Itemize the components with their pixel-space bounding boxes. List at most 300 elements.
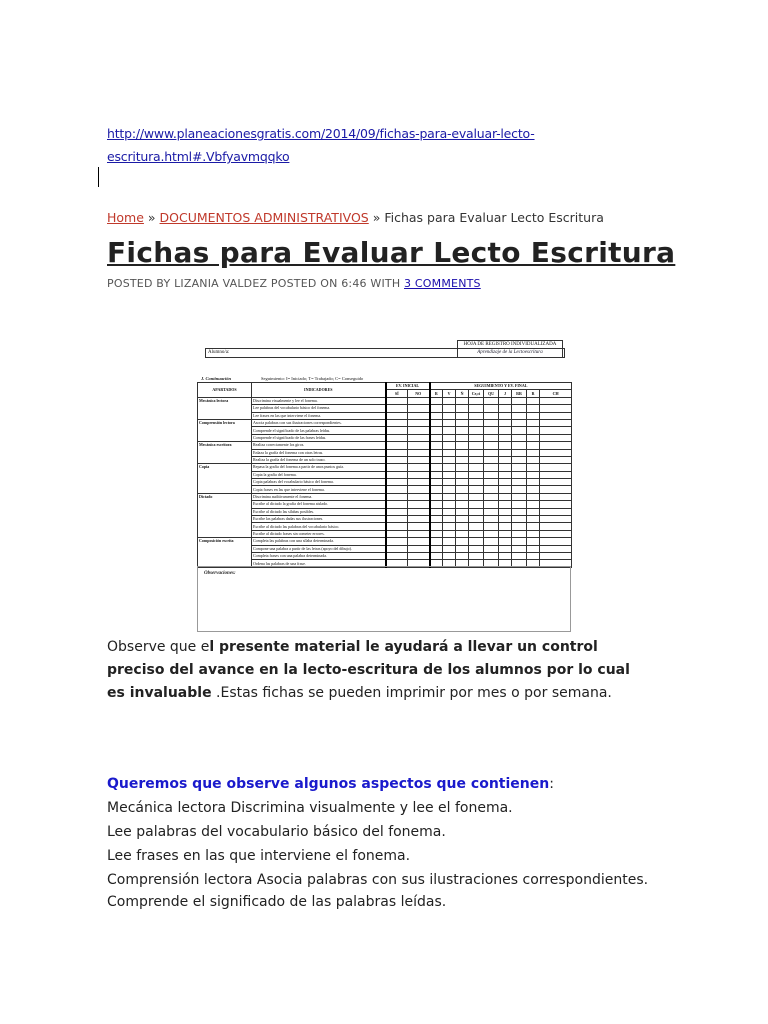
sheet-cell: [484, 434, 499, 441]
sheet-cell: [499, 545, 512, 552]
sheet-cell: [484, 493, 499, 500]
sheet-cell: [499, 405, 512, 412]
sheet-indicator: Realiza la grafía del fonema de un solo trazo.: [252, 456, 386, 463]
sheet-cell: [430, 471, 443, 478]
sheet-cell: [512, 419, 527, 426]
sheet-row: [198, 449, 572, 456]
sheet-cell: [484, 508, 499, 515]
sheet-cell: [408, 419, 430, 426]
sheet-cell: [527, 456, 540, 463]
sheet-cell: [430, 456, 443, 463]
sheet-cell: [540, 419, 572, 426]
sheet-cell: [408, 516, 430, 523]
sheet-section-name: Mecánica lectora: [198, 397, 252, 419]
sheet-cell: [540, 412, 572, 419]
sheet-cell: [469, 508, 484, 515]
sheet-cell: [386, 479, 408, 486]
post-byline: [107, 277, 481, 290]
sheet-indicator: Escribe al dictado frases sin cometer errores.: [252, 530, 386, 537]
sheet-cell: [469, 427, 484, 434]
sheet-section-name: Dictado: [198, 493, 252, 537]
sheet-cell: [408, 471, 430, 478]
sheet-indicator: Enlaza la grafía del fonema con otras letras.: [252, 449, 386, 456]
sheet-cell: [527, 449, 540, 456]
sheet-cell: [512, 508, 527, 515]
sheet-cell: [527, 493, 540, 500]
sheet-cell: [484, 471, 499, 478]
sheet-cell: [430, 405, 443, 412]
sheet-cell: [499, 449, 512, 456]
breadcrumb: [107, 210, 604, 225]
sheet-cell: [469, 405, 484, 412]
sheet-indicator: Comprende el significado de las palabras leídas.: [252, 427, 386, 434]
sheet-cell: [527, 397, 540, 404]
sheet-subcol: QU: [484, 390, 499, 397]
sheet-body: [198, 397, 572, 567]
sheet-cell: [527, 419, 540, 426]
sheet-col-apartados: APARTADOS: [198, 383, 252, 398]
sheet-cell: [499, 427, 512, 434]
sheet-cell: [469, 434, 484, 441]
sheet-cell: [469, 523, 484, 530]
sheet-cell: [484, 516, 499, 523]
sheet-cell: [512, 412, 527, 419]
sheet-cell: [386, 501, 408, 508]
sheet-cell: [386, 464, 408, 471]
sheet-section-name: Copia: [198, 464, 252, 494]
sheet-cell: [430, 419, 443, 426]
sheet-cell: [484, 530, 499, 537]
sheet-cell: [469, 397, 484, 404]
sheet-cell: [484, 545, 499, 552]
aspects-heading-text: Queremos que observe algunos aspectos que contienen: [107, 776, 550, 792]
sheet-cell: [443, 464, 456, 471]
breadcrumb-separator: »: [368, 210, 385, 225]
sheet-cell: [512, 530, 527, 537]
sheet-indicator: Lee palabras del vocabulario básico del fonema.: [252, 405, 386, 412]
sheet-cell: [408, 449, 430, 456]
sheet-cell: [469, 486, 484, 493]
sheet-section-name: Comprensión lectora: [198, 419, 252, 441]
sheet-cell: [540, 456, 572, 463]
sheet-cell: [499, 442, 512, 449]
sheet-cell: [386, 434, 408, 441]
sheet-cell: [512, 493, 527, 500]
sheet-row: [198, 530, 572, 537]
sheet-cell: [408, 464, 430, 471]
sheet-cell: [386, 442, 408, 449]
sheet-cell: [499, 493, 512, 500]
sheet-cell: [527, 405, 540, 412]
sheet-cell: [484, 523, 499, 530]
sheet-indicator: Escribe las palabras dadas sus ilustraciones.: [252, 516, 386, 523]
sheet-cell: [512, 449, 527, 456]
sheet-cell: [408, 538, 430, 545]
sheet-indicator: Ordena las palabras de una frase.: [252, 560, 386, 567]
sheet-cell: [386, 405, 408, 412]
sheet-cell: [456, 530, 469, 537]
sheet-cell: [430, 493, 443, 500]
sheet-cell: [499, 486, 512, 493]
sheet-cell: [469, 449, 484, 456]
sheet-cell: [527, 508, 540, 515]
sheet-cell: [408, 486, 430, 493]
sheet-cell: [540, 471, 572, 478]
sheet-cell: [540, 464, 572, 471]
sheet-cell: [540, 479, 572, 486]
sheet-cell: [499, 479, 512, 486]
sheet-cell: [540, 545, 572, 552]
observations-box: [197, 566, 571, 632]
sheet-cell: [408, 508, 430, 515]
byline-text: POSTED BY LIZANIA VALDEZ POSTED ON 6:46 WITH: [107, 277, 405, 290]
sheet-cell: [443, 456, 456, 463]
sheet-indicator: Copia la grafía del fonema.: [252, 471, 386, 478]
sheet-cell: [456, 479, 469, 486]
sheet-cell: [430, 523, 443, 530]
sheet-cell: [512, 523, 527, 530]
sheet-cell: [408, 552, 430, 559]
sheet-cell: [430, 508, 443, 515]
source-url-line-2[interactable]: escritura.html#.Vbfyavmqqko: [107, 149, 290, 164]
sheet-cell: [456, 552, 469, 559]
sheet-cell: [540, 538, 572, 545]
sheet-cell: [540, 486, 572, 493]
sheet-cell: [386, 397, 408, 404]
sheet-cell: [386, 471, 408, 478]
sheet-legend-text: Seguimiento: I= Iniciado; T= Trabajado; C= Conseguido: [261, 376, 364, 381]
sheet-cell: [469, 412, 484, 419]
sheet-cell: [499, 523, 512, 530]
sheet-cell: [540, 523, 572, 530]
sheet-indicator: Lee frases en las que interviene el fonema.: [252, 412, 386, 419]
sheet-cell: [527, 471, 540, 478]
sheet-cell: [430, 501, 443, 508]
sheet-row: [198, 516, 572, 523]
sheet-row: [198, 405, 572, 412]
source-url-line-1[interactable]: http://www.planeacionesgratis.com/2014/09/fichas-para-evaluar-lecto-: [107, 126, 535, 141]
sheet-subcol: Ce,ci: [469, 390, 484, 397]
sheet-cell: [430, 397, 443, 404]
sheet-cell: [386, 486, 408, 493]
sheet-cell: [456, 501, 469, 508]
sheet-cell: [430, 538, 443, 545]
sheet-cell: [484, 501, 499, 508]
sheet-cell: [456, 405, 469, 412]
sheet-cell: [469, 419, 484, 426]
sheet-cell: [443, 427, 456, 434]
sheet-row: [198, 523, 572, 530]
sheet-row: [198, 552, 572, 559]
aspect-line: Comprende el significado de las palabras leídas.: [107, 894, 447, 910]
sheet-cell: [540, 405, 572, 412]
sheet-cell: [456, 493, 469, 500]
sheet-cell: [443, 538, 456, 545]
sheet-row: [198, 486, 572, 493]
sheet-cell: [527, 434, 540, 441]
sheet-cell: [408, 456, 430, 463]
sheet-subcol: R: [527, 390, 540, 397]
sheet-indicator: Escribe al dictado las sílabas posibles.: [252, 508, 386, 515]
sheet-cell: [512, 545, 527, 552]
text-cursor: [98, 167, 99, 187]
sheet-cell: [499, 538, 512, 545]
sheet-cell: [443, 412, 456, 419]
sheet-cell: [499, 471, 512, 478]
sheet-subcol: J: [499, 390, 512, 397]
sheet-cell: [484, 419, 499, 426]
sheet-cell: [456, 397, 469, 404]
sheet-subcol: RR: [512, 390, 527, 397]
sheet-cell: [430, 427, 443, 434]
sheet-cell: [469, 456, 484, 463]
sheet-indicator: Escribe al dictado las palabras del vocabulario básico.: [252, 523, 386, 530]
sheet-subcol: Ñ: [456, 390, 469, 397]
sheet-cell: [499, 464, 512, 471]
sheet-cell: [512, 486, 527, 493]
sheet-cell: [512, 427, 527, 434]
sheet-cell: [484, 397, 499, 404]
sheet-cell: [456, 486, 469, 493]
sheet-cell: [443, 545, 456, 552]
sheet-cell: [484, 442, 499, 449]
sheet-cell: [443, 516, 456, 523]
sheet-indicator: Realiza correctamente los giros.: [252, 442, 386, 449]
sheet-cell: [499, 412, 512, 419]
sheet-cell: [408, 427, 430, 434]
sheet-cell: [386, 523, 408, 530]
sheet-indicator: Copia frases en las que interviene el fonema.: [252, 486, 386, 493]
aspect-line: Lee palabras del vocabulario básico del fonema.: [107, 824, 446, 840]
sheet-cell: [408, 545, 430, 552]
sheet-cell: [499, 419, 512, 426]
sheet-cell: [527, 538, 540, 545]
sheet-indicator: Comprende el significado de las frases leídas.: [252, 434, 386, 441]
breadcrumb-section-link[interactable]: DOCUMENTOS ADMINISTRATIVOS: [159, 210, 369, 225]
sheet-cell: [540, 427, 572, 434]
sheet-row: [198, 538, 572, 545]
sheet-cell: [456, 516, 469, 523]
sheet-cell: [443, 397, 456, 404]
sheet-cell: [469, 442, 484, 449]
sheet-cell: [484, 405, 499, 412]
sheet-cell: [499, 552, 512, 559]
sheet-cell: [469, 493, 484, 500]
sheet-table: [197, 382, 572, 568]
sheet-cell: [499, 456, 512, 463]
sheet-cell: [512, 397, 527, 404]
sheet-cell: [408, 501, 430, 508]
sheet-cell: [540, 501, 572, 508]
sheet-cell: [540, 397, 572, 404]
sheet-cell: [469, 530, 484, 537]
sheet-cell: [484, 449, 499, 456]
comments-link[interactable]: 3 COMMENTS: [404, 277, 481, 290]
sheet-cell: [456, 508, 469, 515]
sheet-cell: [386, 419, 408, 426]
aspect-line: Mecánica lectora Discrimina visualmente y lee el fonema.: [107, 800, 513, 816]
sheet-cell: [540, 552, 572, 559]
sheet-cell: [484, 479, 499, 486]
sheet-row: [198, 419, 572, 426]
sheet-cell: [430, 449, 443, 456]
sheet-cell: [386, 493, 408, 500]
sheet-col-indicadores: INDICADORES: [252, 383, 386, 398]
sheet-cell: [443, 442, 456, 449]
sheet-cell: [512, 538, 527, 545]
sheet-row: [198, 434, 572, 441]
sheet-section-name: Mecánica escritora: [198, 442, 252, 464]
sheet-cell: [443, 449, 456, 456]
sheet-cell: [499, 530, 512, 537]
intro-text-bold: l presente material le ayudará a llevar un control preciso del avance en la lecto-escritura de los alumnos por lo cual es invaluable: [107, 639, 630, 701]
sheet-cell: [499, 434, 512, 441]
sheet-row: [198, 464, 572, 471]
sheet-header-subtitle: Aprendizaje de la Lectoescritura: [477, 350, 543, 355]
sheet-row: [198, 471, 572, 478]
sheet-cell: [456, 442, 469, 449]
sheet-cell: [443, 486, 456, 493]
sheet-indicator: Compone una palabra a partir de las letras (apoyo del dibujo).: [252, 545, 386, 552]
sheet-subcol: R: [430, 390, 443, 397]
sheet-student-field: Alumno/a:: [205, 348, 565, 358]
sheet-cell: [443, 479, 456, 486]
sheet-cell: [512, 442, 527, 449]
sheet-cell: [456, 434, 469, 441]
sheet-cell: [443, 530, 456, 537]
sheet-cell: [443, 405, 456, 412]
sheet-cell: [499, 508, 512, 515]
sheet-cell: [484, 427, 499, 434]
breadcrumb-separator: »: [143, 210, 160, 225]
sheet-cell: [386, 427, 408, 434]
sheet-row: [198, 397, 572, 404]
sheet-cell: [386, 456, 408, 463]
sheet-cell: [430, 552, 443, 559]
sheet-cell: [408, 523, 430, 530]
sheet-cell: [456, 545, 469, 552]
sheet-cell: [408, 397, 430, 404]
sheet-cell: [456, 456, 469, 463]
sheet-cell: [512, 434, 527, 441]
sheet-cell: [443, 523, 456, 530]
observations-label: Observaciones:: [204, 571, 236, 576]
sheet-indicator: Escribe al dictado la grafía del fonema aislado.: [252, 501, 386, 508]
sheet-cell: [540, 508, 572, 515]
sheet-cell: [443, 501, 456, 508]
sheet-cell: [386, 545, 408, 552]
sheet-subcol: V: [443, 390, 456, 397]
intro-text-end: .Estas fichas se pueden imprimir por mes o por semana.: [211, 685, 612, 701]
sheet-cell: [527, 552, 540, 559]
sheet-cell: [469, 516, 484, 523]
sheet-cell: [540, 493, 572, 500]
sheet-cell: [527, 427, 540, 434]
sheet-cell: [430, 479, 443, 486]
sheet-row: [198, 493, 572, 500]
sheet-cell: [527, 530, 540, 537]
sheet-cell: [527, 486, 540, 493]
sheet-row: [198, 427, 572, 434]
sheet-cell: [456, 449, 469, 456]
page-title[interactable]: Fichas para Evaluar Lecto Escritura: [107, 236, 676, 269]
sheet-cell: [469, 545, 484, 552]
sheet-cell: [484, 464, 499, 471]
sheet-cell: [456, 464, 469, 471]
sheet-cell: [430, 412, 443, 419]
sheet-cell: [484, 412, 499, 419]
sheet-col-seguimiento: SEGUIMIENTO Y EV. FINAL: [430, 383, 572, 390]
sheet-cell: [386, 538, 408, 545]
sheet-indicator: Copia palabras del vocabulario básico del fonema.: [252, 479, 386, 486]
aspects-heading-colon: :: [549, 776, 554, 792]
breadcrumb-current: Fichas para Evaluar Lecto Escritura: [384, 210, 604, 225]
sheet-legend: [201, 376, 363, 381]
sheet-cell: [512, 464, 527, 471]
sheet-indicator: Discrimina auditivamente el fonema.: [252, 493, 386, 500]
sheet-cell: [540, 442, 572, 449]
sheet-cell: [469, 501, 484, 508]
sheet-section-name: Composición escrita: [198, 538, 252, 568]
intro-paragraph: [107, 636, 647, 705]
sheet-row: [198, 501, 572, 508]
sheet-cell: [408, 405, 430, 412]
sheet-cell: [408, 493, 430, 500]
aspect-line: Comprensión lectora Asocia palabras con sus ilustraciones correspondientes.: [107, 872, 649, 888]
sheet-cell: [430, 434, 443, 441]
sheet-cell: [484, 456, 499, 463]
sheet-cell: [408, 479, 430, 486]
sheet-cell: [456, 412, 469, 419]
sheet-cell: [456, 419, 469, 426]
sheet-cell: [430, 516, 443, 523]
sheet-cell: [499, 516, 512, 523]
sheet-cell: [408, 412, 430, 419]
sheet-cell: [540, 530, 572, 537]
sheet-cell: [527, 412, 540, 419]
sheet-cell: [484, 552, 499, 559]
evaluation-sheet-image: [197, 340, 571, 566]
sheet-cell: [527, 479, 540, 486]
sheet-indicator: Asocia palabras con sus ilustraciones correspondientes.: [252, 419, 386, 426]
sheet-subcol: CH: [540, 390, 572, 397]
sheet-cell: [484, 538, 499, 545]
sheet-cell: [527, 501, 540, 508]
sheet-cell: [430, 486, 443, 493]
sheet-cell: [443, 471, 456, 478]
sheet-row: [198, 456, 572, 463]
sheet-cell: [512, 501, 527, 508]
sheet-cell: [512, 471, 527, 478]
sheet-subcol: SÍ: [386, 390, 408, 397]
sheet-cell: [499, 397, 512, 404]
sheet-cell: [512, 516, 527, 523]
sheet-cell: [430, 442, 443, 449]
sheet-cell: [443, 493, 456, 500]
sheet-cell: [430, 530, 443, 537]
sheet-cell: [484, 486, 499, 493]
sheet-cell: [430, 545, 443, 552]
sheet-cell: [443, 552, 456, 559]
sheet-cell: [386, 530, 408, 537]
breadcrumb-home-link[interactable]: Home: [107, 210, 144, 225]
sheet-cell: [456, 538, 469, 545]
sheet-row: [198, 412, 572, 419]
sheet-cell: [469, 552, 484, 559]
sheet-cell: [512, 456, 527, 463]
sheet-cell: [540, 449, 572, 456]
sheet-cell: [443, 434, 456, 441]
